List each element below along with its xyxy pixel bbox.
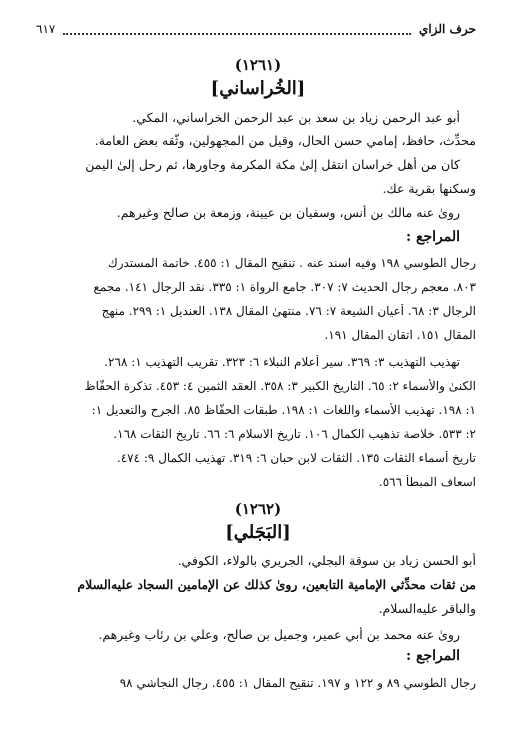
entry-text-line: كان من أهل خراسان انتقل إلىٰ مكة المكرمة وجاورها، ثم رحل إلىٰ اليمن bbox=[85, 157, 460, 172]
entry-text-line: من ثقات محدِّثي الإمامية التابعين، رویٰ كذلك عن الإمامين السجاد عليه‌السلام bbox=[77, 577, 476, 592]
entry-number: (١٢٦١) bbox=[234, 56, 282, 74]
reference-line: رجال الطوسي ٨٩ و ١٢٢ و ١٩٧. تنقيح المقال ١: ٤٥٥. رجال النجاشي ٩٨ bbox=[119, 676, 476, 690]
entry-number: (١٢٦٢) bbox=[234, 500, 282, 518]
reference-line: تهذيب التهذيب ٣: ٣٦٩. سير أعلام النبلاء ٦: ٣٢٣. تقريب التهذيب ١: ٢٦٨. bbox=[104, 355, 460, 369]
reference-line: تاريخ أسماء الثقات ١٣٥. الثقات لابن حبان ٦: ٣١٩. تهذيب الكمال ٩: ٤٧٤. bbox=[116, 451, 476, 465]
page-number: ٦١٧ bbox=[36, 22, 56, 36]
reference-line: رجال الطوسي ١٩٨ وفيه اسند عنه . تنقيح المقال ١: ٤٥٥. خاتمة المستدرك bbox=[107, 256, 476, 270]
entry-title: [الخُراساني] bbox=[210, 78, 306, 99]
entry-text-line: رویٰ عنه محمد بن أبي عمير، وجميل بن صالح، وعلي بن رئاب وغيرهم. bbox=[98, 627, 460, 642]
page-header bbox=[36, 20, 476, 38]
reference-line: ٨٠٣. معجم رجال الحديث ٧: ٣٠٧. جامع الرواة ١: ٣٣٥. نقد الرجال ١٤١. مجمع bbox=[93, 280, 476, 294]
entry-text-line: محدِّث، حافظ، إمامي حسن الحال، وقيل من المجهولين، وثّقه بعض العامة. bbox=[94, 133, 476, 148]
entry-text-line: أبو عبد الرحمن زياد بن سعد بن عبد الرحمن الخراساني، المكي. bbox=[132, 110, 460, 125]
entry-text-line: أبو الحسن زياد بن سوقة البجلي، الجريري بالولاء، الكوفي. bbox=[177, 553, 476, 568]
entry-text-line: والباقر عليه‌السلام. bbox=[378, 601, 476, 616]
reference-line: ١: ١٩٨. تهذيب الأسماء واللغات ١: ١٩٨. طبقات الحفّاظ ٨٥. الجرح والتعديل ١: bbox=[91, 403, 476, 417]
entry-text-line: وسكنها بقرية عك. bbox=[382, 181, 476, 196]
references-heading: المراجع : bbox=[405, 648, 460, 664]
reference-line: الكنىٰ والأسماء ٢: ٦٥. التاريخ الكبير ٣: ٣٥٨. العقد الثمين ٤: ٤٥٣. تذكرة الحفّاظ bbox=[84, 379, 476, 393]
reference-line: اسعاف المبطأ ٥٦٦. bbox=[378, 475, 476, 489]
reference-line: المقال ١٥١. اتقان المقال ١٩١. bbox=[324, 328, 476, 342]
references-heading: المراجع : bbox=[405, 229, 460, 245]
entry-text-line: رویٰ عنه مالك بن أنس، وسفيان بن عيينة، وزمعة بن صالح وغيرهم. bbox=[116, 205, 460, 220]
reference-line: الرجال ٣: ٦٨. أعيان الشيعة ٧: ٧٦. منتهىٰ المقال ١٣٨. العنديل ١: ٢٩٩. منهج bbox=[101, 304, 476, 318]
entry-title: [البَجَلي] bbox=[225, 522, 291, 543]
chapter-title: حرف الزاي bbox=[419, 22, 476, 36]
header-leader-dots bbox=[63, 23, 411, 35]
reference-line: ٢: ٥٣٣. خلاصة تذهيب الكمال ١٠٦. تاريخ الاسلام ٦: ٦٦. تاريخ الثقات ١٦٨. bbox=[113, 427, 476, 441]
